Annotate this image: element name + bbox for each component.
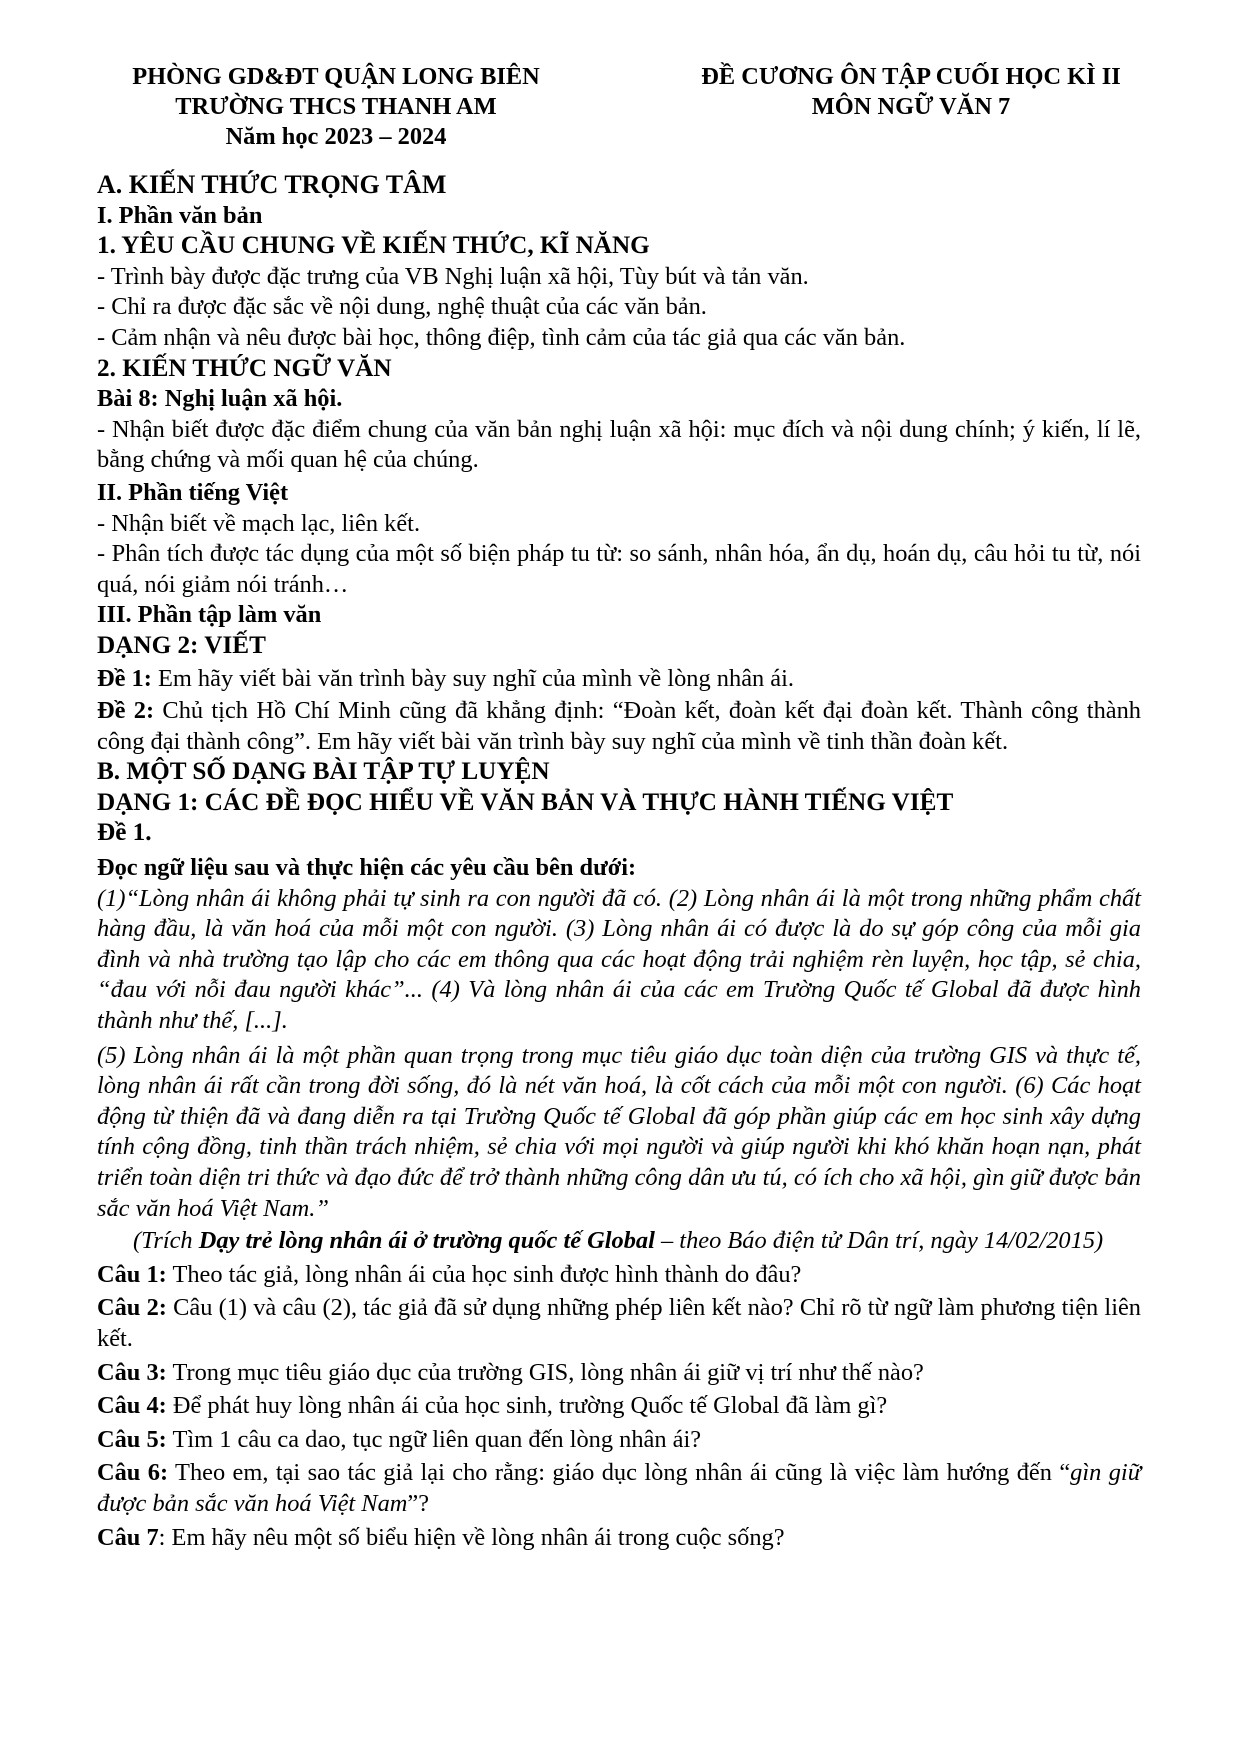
knowledge-heading: 2. KIẾN THỨC NGỮ VĂN [97, 354, 392, 382]
part-2-item: - Phân tích được tác dụng của một số biện pháp tu từ: so sánh, nhân hóa, ẩn dụ, hoán dụ, câu hỏi tu từ, nói quá, nói giảm nói tránh… [97, 540, 1141, 598]
part-3-heading: III. Phần tập làm văn [97, 601, 322, 629]
topic-label: Đề 2: [97, 697, 155, 725]
school-year: Năm học 2023 – 2024 [225, 123, 447, 150]
essay-topic-1 [97, 664, 1141, 695]
section-b-heading: B. MỘT SỐ DẠNG BÀI TẬP TỰ LUYỆN [97, 758, 550, 786]
question-2: Câu 2: Câu (1) và câu (2), tác giả đã sử dụng những phép liên kết nào? Chỉ rõ từ ngữ làm phương tiện liên kết. [97, 1294, 1142, 1352]
lesson-8-heading: Bài 8: Nghị luận xã hội. [97, 385, 343, 413]
document-header [97, 62, 1141, 152]
topic-text: Chủ tịch Hồ Chí Minh cũng đã khẳng định: “Đoàn kết, đoàn kết đại đoàn kết. Thành công thành công đại thành công”. Em hãy viết bài văn trình bày suy nghĩ của mình về tinh thần đoàn kết. [97, 697, 1141, 755]
section-a-heading: A. KIẾN THỨC TRỌNG TÂM [97, 170, 447, 199]
passage-paragraph-1: (1)“Lòng nhân ái không phải tự sinh ra con người đã có. (2) Lòng nhân ái là một trong những phẩm chất hàng đầu, là văn hoá của mỗi một con người. (3) Lòng nhân ái có được là do sự góp công của mỗi gia đình và nhà trường tạo lập cho các em thông qua các hoạt động trải nghiệm rèn luyện, học tập, sẻ chia, “đau với nỗi đau người khác”... (4) Và lòng nhân ái của các em Trường Quốc tế Global đã được hình thành như thế, [...]. [97, 884, 1141, 1035]
reading-instruction: Đọc ngữ liệu sau và thực hiện các yêu cầu bên dưới: [97, 854, 637, 882]
question-3: Câu 3: Trong mục tiêu giáo dục của trường GIS, lòng nhân ái giữ vị trí như thế nào? [97, 1358, 924, 1386]
form-2-heading: DẠNG 2: VIẾT [97, 631, 266, 659]
requirement-item: - Cảm nhận và nêu được bài học, thông điệp, tình cảm của tác giả qua các văn bản. [97, 323, 906, 351]
subject-title: MÔN NGỮ VĂN 7 [811, 93, 1011, 120]
passage-source: (Trích Dạy trẻ lòng nhân ái ở trường quốc tế Global – theo Báo điện tử Dân trí, ngày 14/02/2015) [133, 1227, 1104, 1255]
topic-label: Đề 1: [97, 664, 152, 692]
question-7: Câu 7: Em hãy nêu một số biểu hiện về lòng nhân ái trong cuộc sống? [97, 1523, 785, 1551]
passage-paragraph-2: (5) Lòng nhân ái là một phần quan trọng trong mục tiêu giáo dục toàn diện của trường GIS và thực tế, lòng nhân ái rất cần trong đời sống, đó là nét văn hoá, là cốt cách của mỗi một con người. (6) Các hoạt động từ thiện đã và đang diễn ra tại Trường Quốc tế Global đã góp phần giúp các em học sinh xây dựng tính cộng đồng, tinh thần trách nhiệm, sẻ chia với mọi người và giúp người khi khó khăn hoạn nạn, phát triển toàn diện tri thức và đạo đức để trở thành những công dân ưu tú, có ích cho xã hội, gìn giữ được bản sắc văn hoá Việt Nam.” [97, 1041, 1141, 1222]
department-name: PHÒNG GD&ĐT QUẬN LONG BIÊN [132, 63, 540, 90]
source-title: Dạy trẻ lòng nhân ái ở trường quốc tế Global [198, 1227, 655, 1255]
question-6: Câu 6: Theo em, tại sao tác giả lại cho rằng: giáo dục lòng nhân ái cũng là việc làm hướng đến “gìn giữ được bản sắc văn hoá Việt Nam”? [97, 1459, 1142, 1517]
lesson-8-text: - Nhận biết được đặc điểm chung của văn bản nghị luận xã hội: mục đích và nội dung chính; ý kiến, lí lẽ, bằng chứng và mối quan hệ của chúng. [97, 415, 1141, 474]
requirement-item: - Trình bày được đặc trưng của VB Nghị luận xã hội, Tùy bút và tản văn. [97, 262, 809, 290]
school-name: TRƯỜNG THCS THANH AM [175, 93, 497, 120]
part-1-heading: I. Phần văn bản [97, 201, 263, 229]
document-title-block [661, 62, 1161, 152]
form-1-heading: DẠNG 1: CÁC ĐỀ ĐỌC HIỂU VỀ VĂN BẢN VÀ THỰC HÀNH TIẾNG VIỆT [97, 788, 954, 816]
exam-1-heading: Đề 1. [97, 819, 152, 847]
question-1: Câu 1: Theo tác giả, lòng nhân ái của học sinh được hình thành do đâu? [97, 1260, 802, 1288]
part-2-item: - Nhận biết về mạch lạc, liên kết. [97, 509, 421, 537]
question-4: Câu 4: Để phát huy lòng nhân ái của học sinh, trường Quốc tế Global đã làm gì? [97, 1392, 888, 1420]
requirements-heading: 1. YÊU CẦU CHUNG VỀ KIẾN THỨC, KĨ NĂNG [97, 232, 650, 260]
topic-text: Em hãy viết bài văn trình bày suy nghĩ của mình về lòng nhân ái. [151, 664, 795, 692]
document-title: ĐỀ CƯƠNG ÔN TẬP CUỐI HỌC KÌ II [701, 63, 1121, 90]
question-5: Câu 5: Tìm 1 câu ca dao, tục ngữ liên quan đến lòng nhân ái? [97, 1425, 702, 1453]
school-info [101, 62, 571, 152]
part-2-heading: II. Phần tiếng Việt [97, 478, 289, 506]
requirement-item: - Chỉ ra được đặc sắc về nội dung, nghệ thuật của các văn bản. [97, 293, 707, 321]
essay-topic-2 [97, 696, 1141, 757]
